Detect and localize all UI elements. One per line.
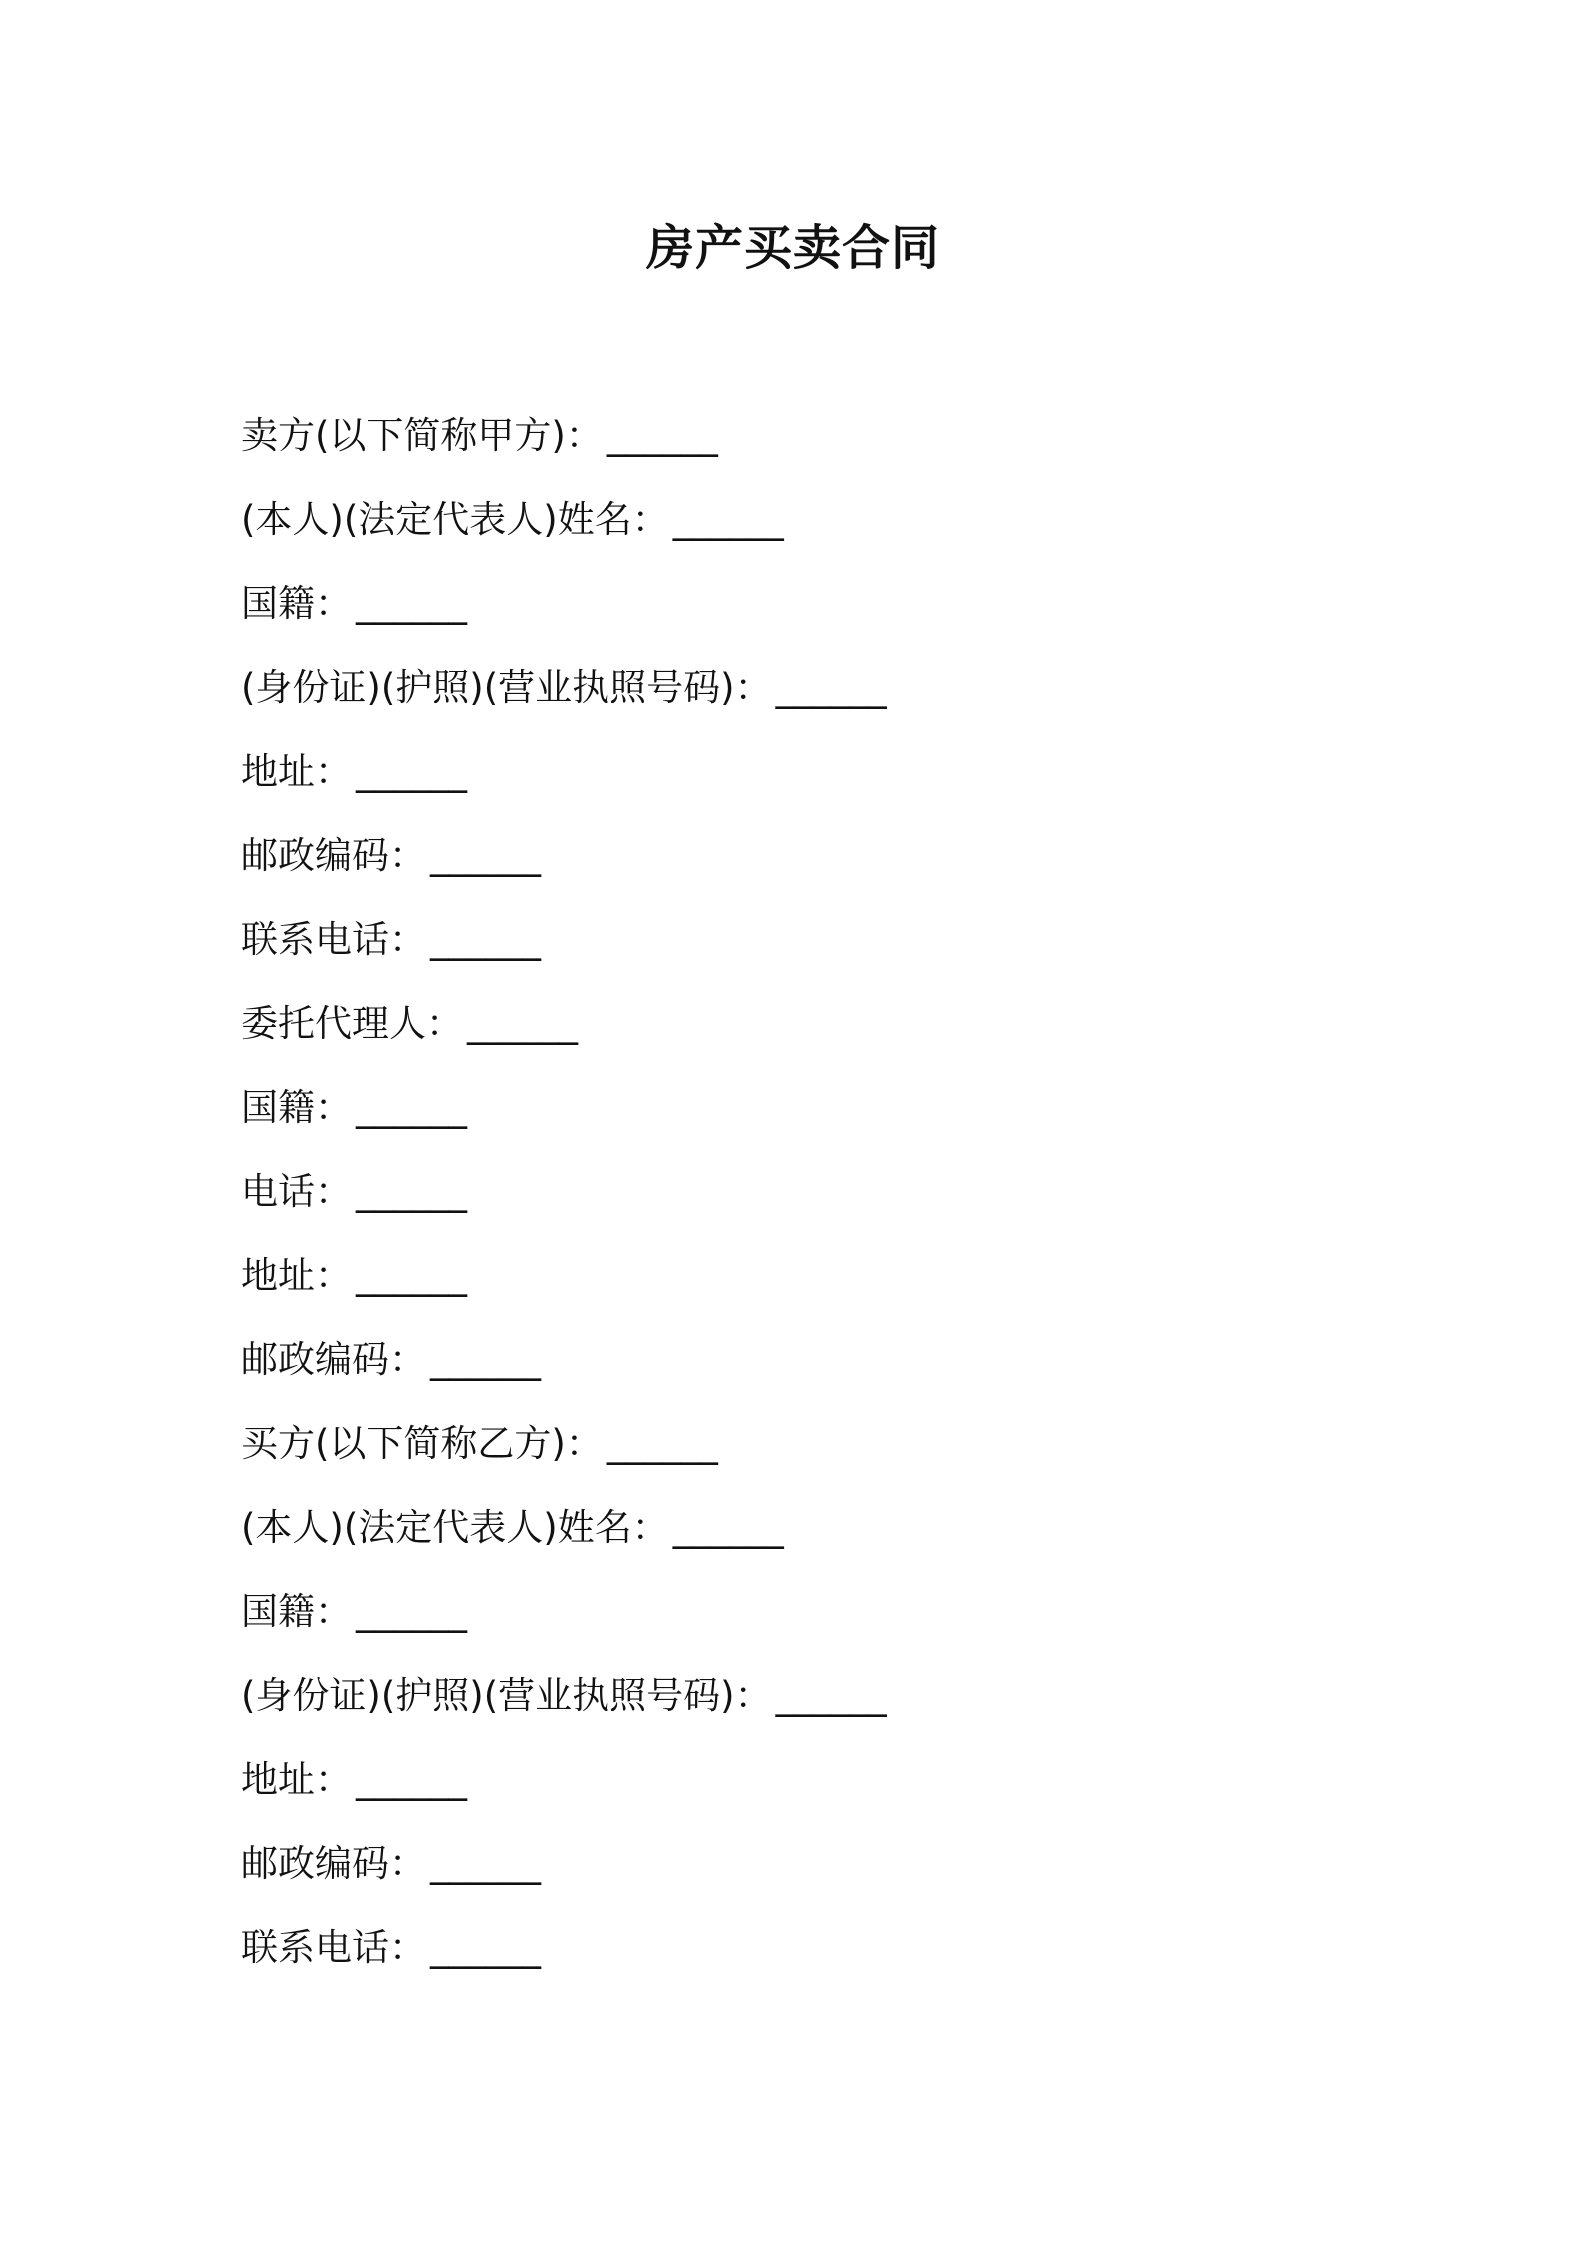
- field-label: 邮政编码：: [241, 1338, 426, 1381]
- seller-id-line: [241, 656, 887, 740]
- agent-line: [241, 992, 887, 1076]
- fill-in-blank: ______: [672, 498, 784, 541]
- seller-postcode-line: [241, 824, 887, 908]
- seller-phone-line: [241, 908, 887, 992]
- field-label: (本人)(法定代表人)姓名：: [241, 1506, 669, 1549]
- field-label: 地址：: [241, 1758, 352, 1801]
- fill-in-blank: ______: [430, 918, 541, 961]
- fill-in-blank: ______: [356, 1170, 467, 1213]
- fill-in-blank: ______: [430, 834, 541, 877]
- fill-in-blank: ______: [430, 1926, 541, 1969]
- contract-party-fields: [241, 404, 887, 2000]
- field-label: 国籍：: [241, 1590, 352, 1633]
- fill-in-blank: ______: [356, 1590, 467, 1633]
- seller-line: [241, 404, 887, 488]
- field-label: 电话：: [241, 1170, 352, 1213]
- field-label: 委托代理人：: [241, 1002, 463, 1045]
- field-label: 联系电话：: [241, 918, 426, 961]
- fill-in-blank: ______: [775, 666, 887, 709]
- seller-name-line: [241, 488, 887, 572]
- field-label: 地址：: [241, 750, 352, 793]
- agent-address-line: [241, 1244, 887, 1328]
- field-label: 国籍：: [241, 1086, 352, 1129]
- field-label: 卖方(以下简称甲方)：: [241, 414, 603, 457]
- field-label: 国籍：: [241, 582, 352, 625]
- buyer-postcode-line: [241, 1832, 887, 1916]
- seller-address-line: [241, 740, 887, 824]
- fill-in-blank: ______: [356, 1086, 467, 1129]
- agent-phone-line: [241, 1160, 887, 1244]
- field-label: 地址：: [241, 1254, 352, 1297]
- buyer-line: [241, 1412, 887, 1496]
- fill-in-blank: ______: [606, 1422, 718, 1465]
- field-label: (身份证)(护照)(营业执照号码)：: [241, 1674, 772, 1717]
- buyer-address-line: [241, 1748, 887, 1832]
- fill-in-blank: ______: [606, 414, 718, 457]
- field-label: 买方(以下简称乙方)：: [241, 1422, 603, 1465]
- fill-in-blank: ______: [672, 1506, 784, 1549]
- buyer-name-line: [241, 1496, 887, 1580]
- seller-nationality-line: [241, 572, 887, 656]
- field-label: (身份证)(护照)(营业执照号码)：: [241, 666, 772, 709]
- fill-in-blank: ______: [356, 1758, 467, 1801]
- fill-in-blank: ______: [775, 1674, 887, 1717]
- agent-postcode-line: [241, 1328, 887, 1412]
- field-label: 联系电话：: [241, 1926, 426, 1969]
- field-label: (本人)(法定代表人)姓名：: [241, 498, 669, 541]
- fill-in-blank: ______: [356, 750, 467, 793]
- fill-in-blank: ______: [356, 1254, 467, 1297]
- fill-in-blank: ______: [430, 1338, 541, 1381]
- buyer-phone-line: [241, 1916, 887, 2000]
- fill-in-blank: ______: [467, 1002, 578, 1045]
- fill-in-blank: ______: [430, 1842, 541, 1885]
- fill-in-blank: ______: [356, 582, 467, 625]
- buyer-id-line: [241, 1664, 887, 1748]
- document-title: 房产买卖合同: [645, 220, 940, 276]
- agent-nationality-line: [241, 1076, 887, 1160]
- field-label: 邮政编码：: [241, 834, 426, 877]
- buyer-nationality-line: [241, 1580, 887, 1664]
- field-label: 邮政编码：: [241, 1842, 426, 1885]
